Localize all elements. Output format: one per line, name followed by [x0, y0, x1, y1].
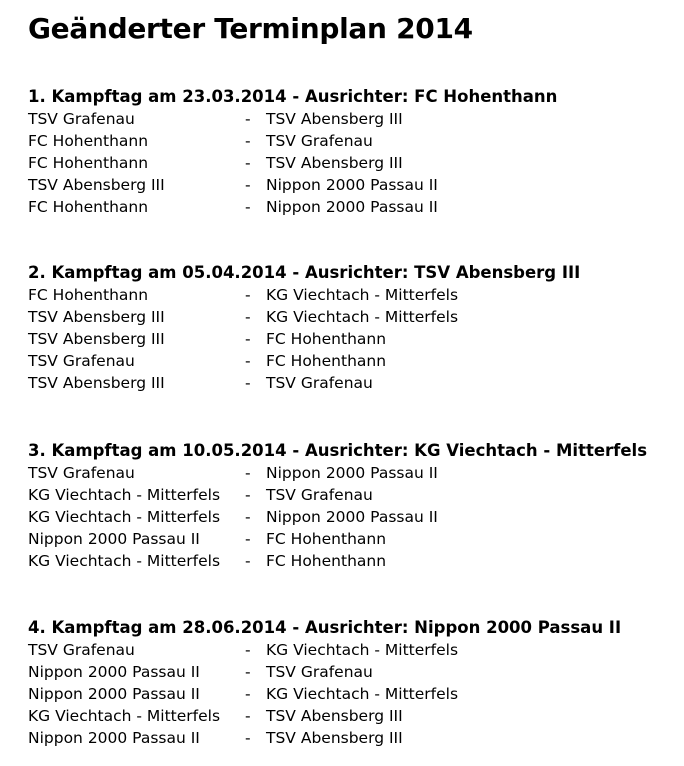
page-title: Geänderter Terminplan 2014 [28, 12, 473, 45]
match-separator: - [245, 663, 251, 681]
match-row [28, 108, 678, 130]
match-separator: - [245, 176, 251, 194]
away-team: KG Viechtach - Mitterfels [266, 286, 459, 304]
match-separator: - [245, 464, 251, 482]
away-team: FC Hohenthann [266, 530, 387, 548]
match-row [28, 372, 678, 394]
home-team: TSV Grafenau [28, 110, 135, 128]
away-team: Nippon 2000 Passau II [266, 508, 438, 526]
match-row [28, 528, 678, 550]
away-team: FC Hohenthann [266, 552, 387, 570]
away-team: FC Hohenthann [266, 352, 387, 370]
match-row [28, 727, 678, 749]
home-team: TSV Abensberg III [28, 374, 165, 392]
match-row [28, 152, 678, 174]
away-team: KG Viechtach - Mitterfels [266, 685, 459, 703]
section-heading: 4. Kampftag am 28.06.2014 - Ausrichter: Nippon 2000 Passau II [28, 618, 622, 637]
match-separator: - [245, 530, 251, 548]
home-team: TSV Grafenau [28, 641, 135, 659]
home-team: Nippon 2000 Passau II [28, 663, 200, 681]
section-heading: 2. Kampftag am 05.04.2014 - Ausrichter: TSV Abensberg III [28, 263, 581, 282]
match-row [28, 661, 678, 683]
match-separator: - [245, 132, 251, 150]
section-kampftag-4 [28, 617, 678, 749]
home-team: KG Viechtach - Mitterfels [28, 552, 221, 570]
away-team: KG Viechtach - Mitterfels [266, 308, 459, 326]
away-team: Nippon 2000 Passau II [266, 198, 438, 216]
section-kampftag-1 [28, 86, 678, 218]
match-separator: - [245, 707, 251, 725]
section-heading: 3. Kampftag am 10.05.2014 - Ausrichter: KG Viechtach - Mitterfels [28, 441, 648, 460]
home-team: KG Viechtach - Mitterfels [28, 486, 221, 504]
away-team: TSV Abensberg III [266, 729, 403, 747]
match-separator: - [245, 374, 251, 392]
home-team: Nippon 2000 Passau II [28, 685, 200, 703]
match-separator: - [245, 330, 251, 348]
match-row [28, 284, 678, 306]
match-separator: - [245, 641, 251, 659]
home-team: FC Hohenthann [28, 198, 149, 216]
match-row [28, 705, 678, 727]
home-team: FC Hohenthann [28, 132, 149, 150]
match-row [28, 130, 678, 152]
match-row [28, 683, 678, 705]
away-team: TSV Grafenau [266, 132, 373, 150]
home-team: TSV Grafenau [28, 464, 135, 482]
away-team: TSV Abensberg III [266, 707, 403, 725]
match-separator: - [245, 154, 251, 172]
away-team: TSV Abensberg III [266, 154, 403, 172]
away-team: Nippon 2000 Passau II [266, 464, 438, 482]
away-team: KG Viechtach - Mitterfels [266, 641, 459, 659]
match-separator: - [245, 286, 251, 304]
away-team: FC Hohenthann [266, 330, 387, 348]
home-team: TSV Abensberg III [28, 176, 165, 194]
match-separator: - [245, 308, 251, 326]
home-team: KG Viechtach - Mitterfels [28, 508, 221, 526]
match-row [28, 328, 678, 350]
match-separator: - [245, 486, 251, 504]
match-row [28, 462, 678, 484]
home-team: Nippon 2000 Passau II [28, 530, 200, 548]
match-row [28, 484, 678, 506]
match-separator: - [245, 508, 251, 526]
match-separator: - [245, 552, 251, 570]
away-team: TSV Grafenau [266, 663, 373, 681]
match-row [28, 350, 678, 372]
match-separator: - [245, 198, 251, 216]
home-team: TSV Abensberg III [28, 308, 165, 326]
home-team: FC Hohenthann [28, 286, 149, 304]
match-separator: - [245, 352, 251, 370]
home-team: KG Viechtach - Mitterfels [28, 707, 221, 725]
section-kampftag-3 [28, 440, 678, 572]
match-separator: - [245, 110, 251, 128]
match-row [28, 306, 678, 328]
home-team: Nippon 2000 Passau II [28, 729, 200, 747]
match-separator: - [245, 685, 251, 703]
section-heading: 1. Kampftag am 23.03.2014 - Ausrichter: FC Hohenthann [28, 87, 558, 106]
away-team: TSV Grafenau [266, 374, 373, 392]
away-team: Nippon 2000 Passau II [266, 176, 438, 194]
section-kampftag-2 [28, 262, 678, 394]
match-row [28, 639, 678, 661]
match-row [28, 550, 678, 572]
home-team: FC Hohenthann [28, 154, 149, 172]
home-team: TSV Abensberg III [28, 330, 165, 348]
match-row [28, 196, 678, 218]
match-row [28, 174, 678, 196]
away-team: TSV Grafenau [266, 486, 373, 504]
match-separator: - [245, 729, 251, 747]
match-row [28, 506, 678, 528]
home-team: TSV Grafenau [28, 352, 135, 370]
away-team: TSV Abensberg III [266, 110, 403, 128]
